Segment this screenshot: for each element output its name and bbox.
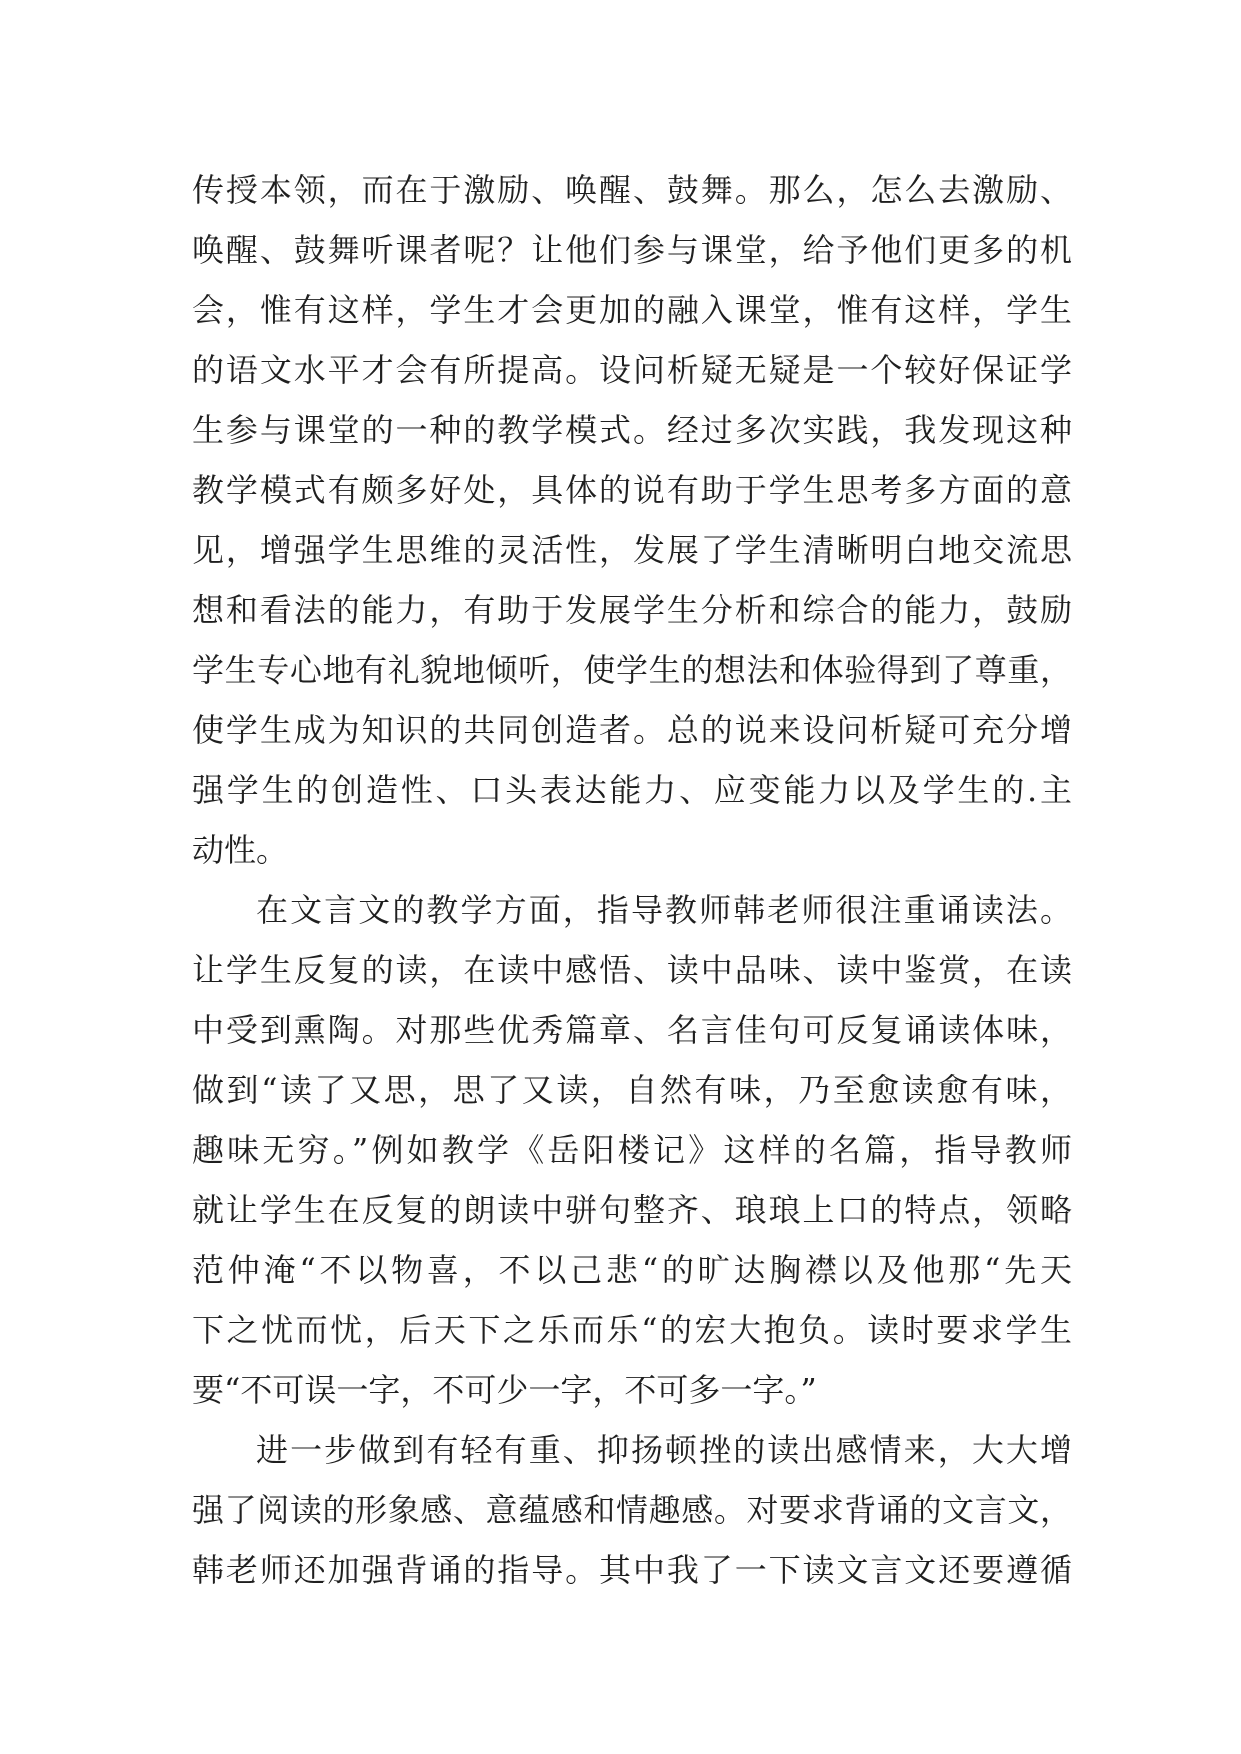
paragraph-1-line-6: 教学模式有颇多好处，具体的说有助于学生思考多方面的意 bbox=[192, 471, 1072, 509]
body-text bbox=[192, 160, 1072, 1600]
paragraph-1-line-5: 生参与课堂的一种的教学模式。经过多次实践，我发现这种 bbox=[192, 411, 1072, 449]
paragraph-1-line-1: 传授本领，而在于激励、唤醒、鼓舞。那么，怎么去激励、 bbox=[192, 171, 1072, 209]
paragraph-1-line-12: 动性。 bbox=[192, 831, 289, 869]
paragraph-2-line-7: 范仲淹“不以物喜，不以己悲“的旷达胸襟以及他那“先天 bbox=[192, 1251, 1072, 1289]
paragraph-2-line-9: 要“不可误一字，不可少一字，不可多一字。” bbox=[192, 1371, 817, 1409]
paragraph-2-line-5: 趣味无穷。”例如教学《岳阳楼记》这样的名篇，指导教师 bbox=[192, 1131, 1072, 1169]
paragraph-1-line-7: 见，增强学生思维的灵活性，发展了学生清晰明白地交流思 bbox=[192, 531, 1072, 569]
paragraph-2-line-3: 中受到熏陶。对那些优秀篇章、名言佳句可反复诵读体味， bbox=[192, 1011, 1072, 1049]
paragraph-2-line-8: 下之忧而忧，后天下之乐而乐“的宏大抱负。读时要求学生 bbox=[192, 1311, 1072, 1349]
paragraph-1-line-3: 会，惟有这样，学生才会更加的融入课堂，惟有这样，学生 bbox=[192, 291, 1072, 329]
paragraph-3-line-2: 强了阅读的形象感、意蕴感和情趣感。对要求背诵的文言文， bbox=[192, 1491, 1072, 1529]
paragraph-2-line-1: 在文言文的教学方面，指导教师韩老师很注重诵读法。 bbox=[256, 891, 1072, 929]
paragraph-1-line-11: 强学生的创造性、口头表达能力、应变能力以及学生的.主 bbox=[192, 771, 1072, 809]
paragraph-1-line-2: 唤醒、鼓舞听课者呢？让他们参与课堂，给予他们更多的机 bbox=[192, 231, 1072, 269]
paragraph-1-line-9: 学生专心地有礼貌地倾听，使学生的想法和体验得到了尊重， bbox=[192, 651, 1072, 689]
paragraph-2-line-2: 让学生反复的读，在读中感悟、读中品味、读中鉴赏，在读 bbox=[192, 951, 1072, 989]
paragraph-2-line-6: 就让学生在反复的朗读中骈句整齐、琅琅上口的特点，领略 bbox=[192, 1191, 1072, 1229]
paragraph-2-line-4: 做到“读了又思，思了又读，自然有味，乃至愈读愈有味， bbox=[192, 1071, 1072, 1109]
paragraph-3-line-1: 进一步做到有轻有重、抑扬顿挫的读出感情来，大大增 bbox=[256, 1431, 1072, 1469]
paragraph-3-line-3: 韩老师还加强背诵的指导。其中我了一下读文言文还要遵循 bbox=[192, 1551, 1072, 1589]
paragraph-1-line-10: 使学生成为知识的共同创造者。总的说来设问析疑可充分增 bbox=[192, 711, 1072, 749]
paragraph-1-line-8: 想和看法的能力，有助于发展学生分析和综合的能力，鼓励 bbox=[192, 591, 1072, 629]
paragraph-1-line-4: 的语文水平才会有所提高。设问析疑无疑是一个较好保证学 bbox=[192, 351, 1072, 389]
